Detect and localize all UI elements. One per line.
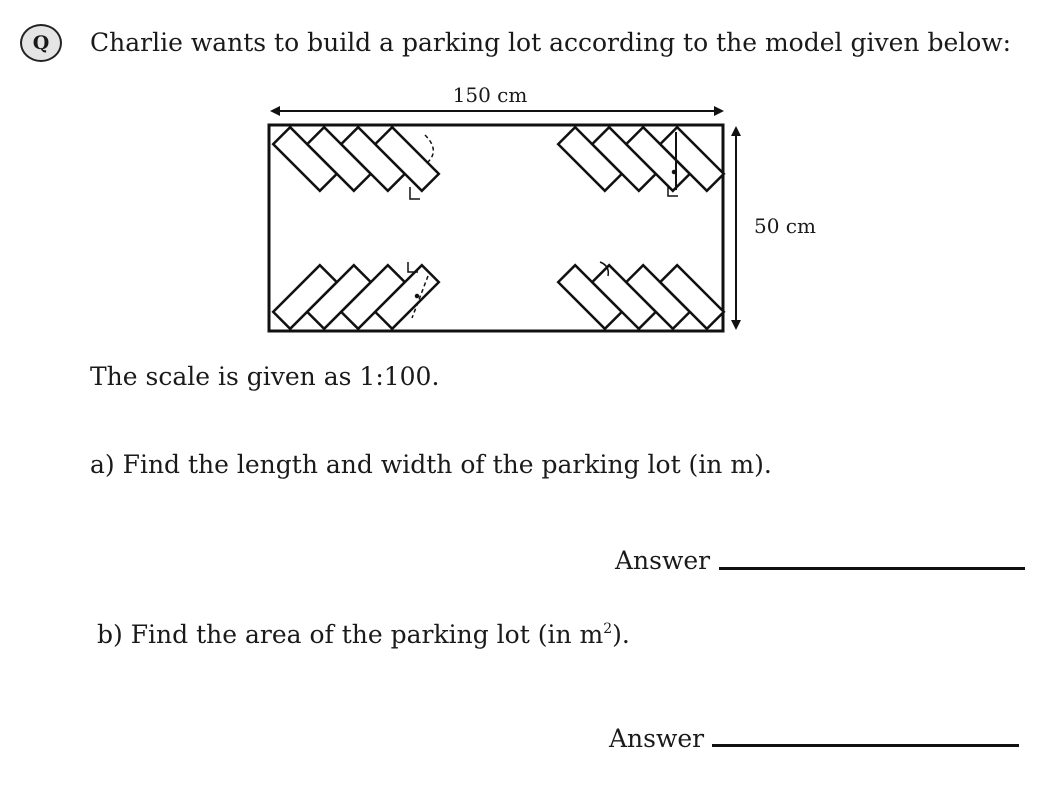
answer-label-b: Answer xyxy=(609,724,705,753)
parking-spaces xyxy=(273,127,724,329)
question-part-b-superscript: 2 xyxy=(603,621,613,637)
question-part-a: a) Find the length and width of the parking lot (in m). xyxy=(90,450,772,479)
question-intro: Charlie wants to build a parking lot according to the model given below: xyxy=(90,28,1012,57)
answer-label-a: Answer xyxy=(615,546,711,575)
question-part-b-end: ). xyxy=(612,620,630,649)
answer-line-b[interactable] xyxy=(712,744,1019,747)
length-label: 150 cm xyxy=(452,83,528,107)
scale-text: The scale is given as 1:100. xyxy=(90,362,440,391)
question-part-b xyxy=(97,620,630,649)
answer-line-a[interactable] xyxy=(719,567,1025,570)
question-badge-label: Q xyxy=(32,32,50,54)
width-label: 50 cm xyxy=(754,214,816,238)
question-part-b-main: b) Find the area of the parking lot (in m xyxy=(97,620,604,649)
